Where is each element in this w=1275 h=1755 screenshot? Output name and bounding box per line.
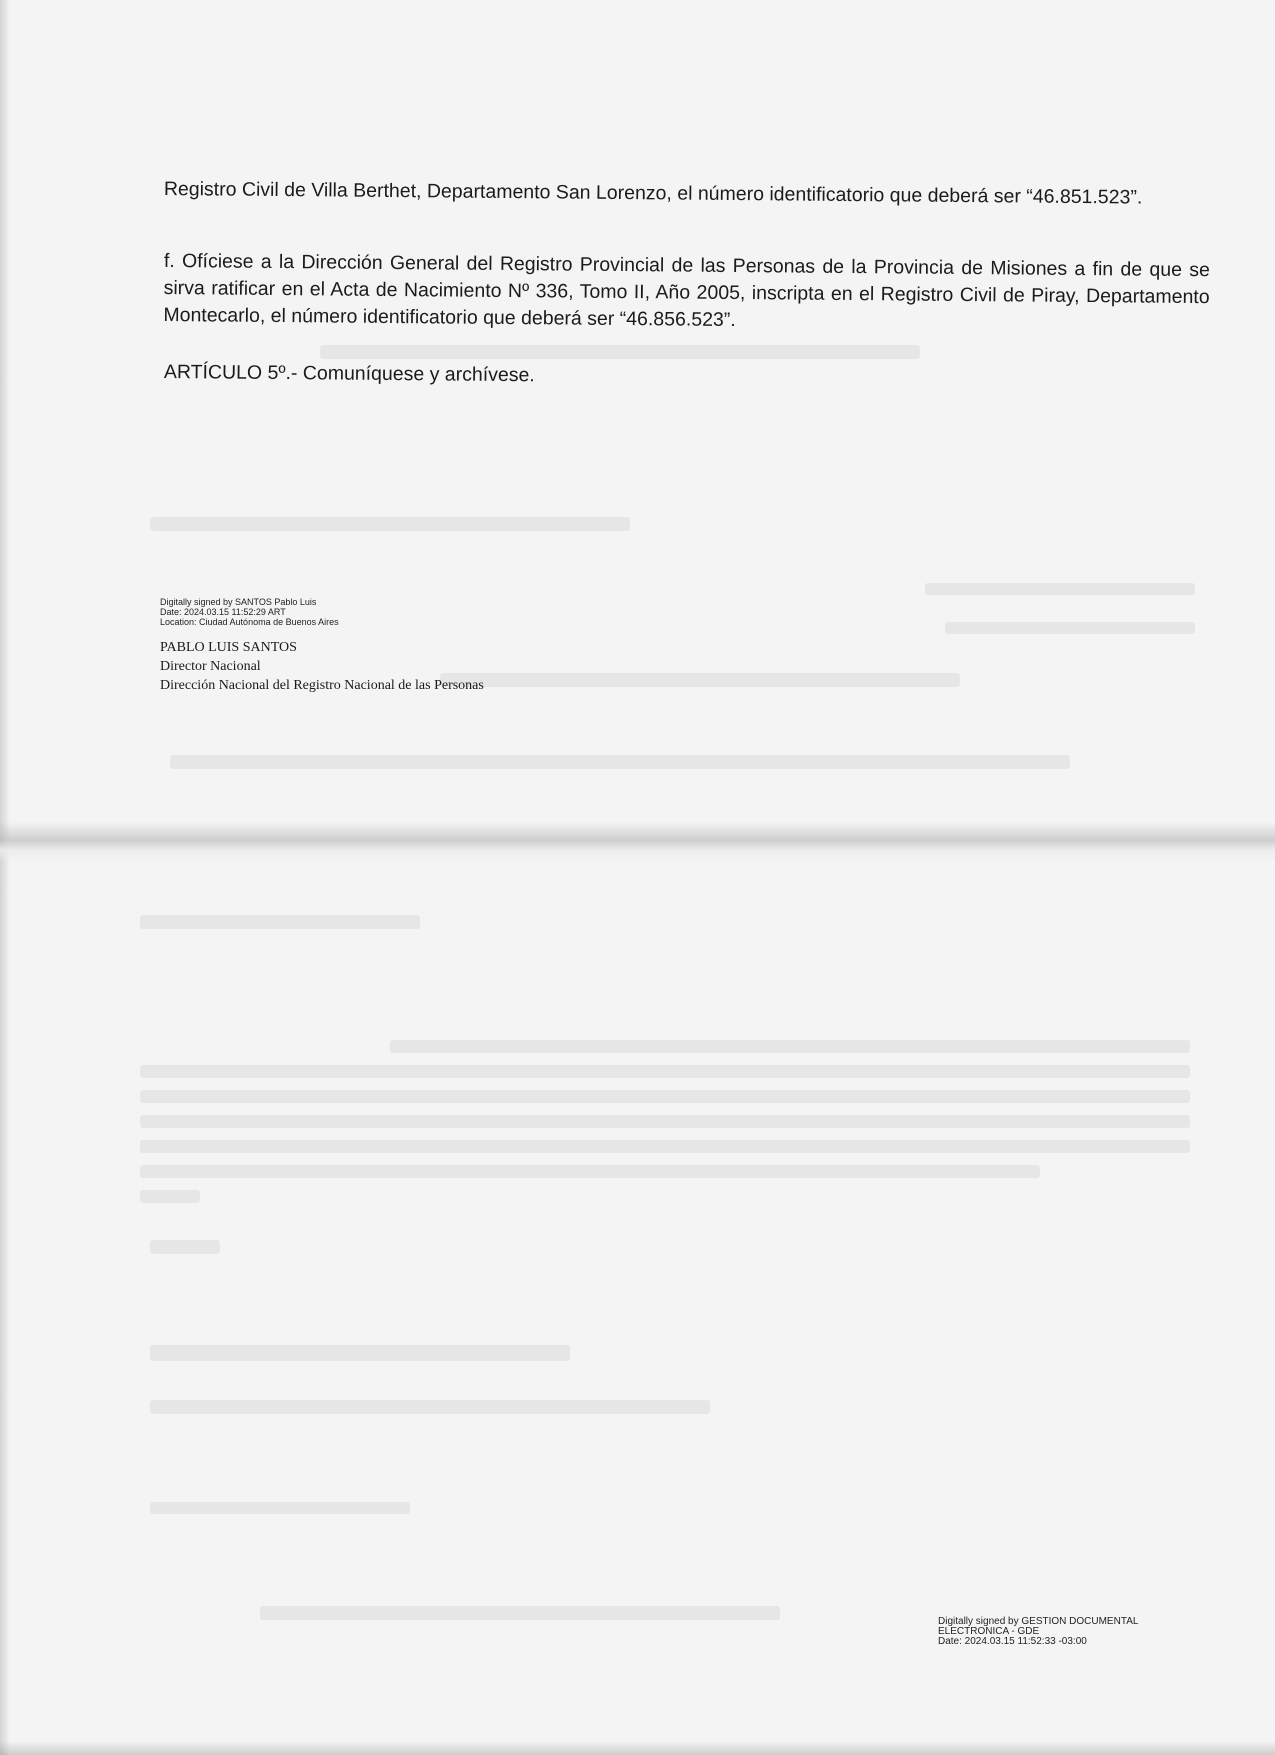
signatory-name: PABLO LUIS SANTOS bbox=[160, 640, 297, 655]
signature-signed-by: Digitally signed by SANTOS Pablo Luis bbox=[160, 597, 317, 607]
digital-signature-block bbox=[160, 597, 339, 627]
stamp-line-1: Digitally signed by GESTION DOCUMENTAL bbox=[938, 1616, 1139, 1627]
signatory-block bbox=[160, 638, 484, 695]
body-paragraph-1: Registro Civil de Villa Berthet, Departamento San Lorenzo, el número identificatorio que deberá ser “46.851.523”. bbox=[163, 177, 1143, 209]
stamp-line-3: Date: 2024.03.15 11:52:33 -03:00 bbox=[938, 1636, 1087, 1647]
gde-signature-stamp bbox=[938, 1617, 1138, 1647]
signatory-role: Director Nacional bbox=[160, 659, 261, 674]
stamp-line-2: ELECTRONICA - GDE bbox=[938, 1626, 1040, 1637]
article-5: ARTÍCULO 5º.- Comuníquese y archívese. bbox=[163, 360, 535, 387]
signatory-office: Dirección Nacional del Registro Nacional de las Personas bbox=[160, 678, 484, 693]
signature-location: Location: Ciudad Autónoma de Buenos Aires bbox=[160, 617, 339, 627]
signature-date: Date: 2024.03.15 11:52:29 ART bbox=[160, 607, 286, 617]
body-paragraph-2: f. Ofíciese a la Dirección General del Registro Provincial de las Personas de la Provincia de Misiones a fin de que se sirva ratificar en el Acta de Nacimiento Nº 336, Tomo II, Año 2005, inscripta en el Registro Civil de Piray, Departamento Montecarlo, el número identificatorio que deberá ser “46.856.523”. bbox=[163, 249, 1210, 331]
